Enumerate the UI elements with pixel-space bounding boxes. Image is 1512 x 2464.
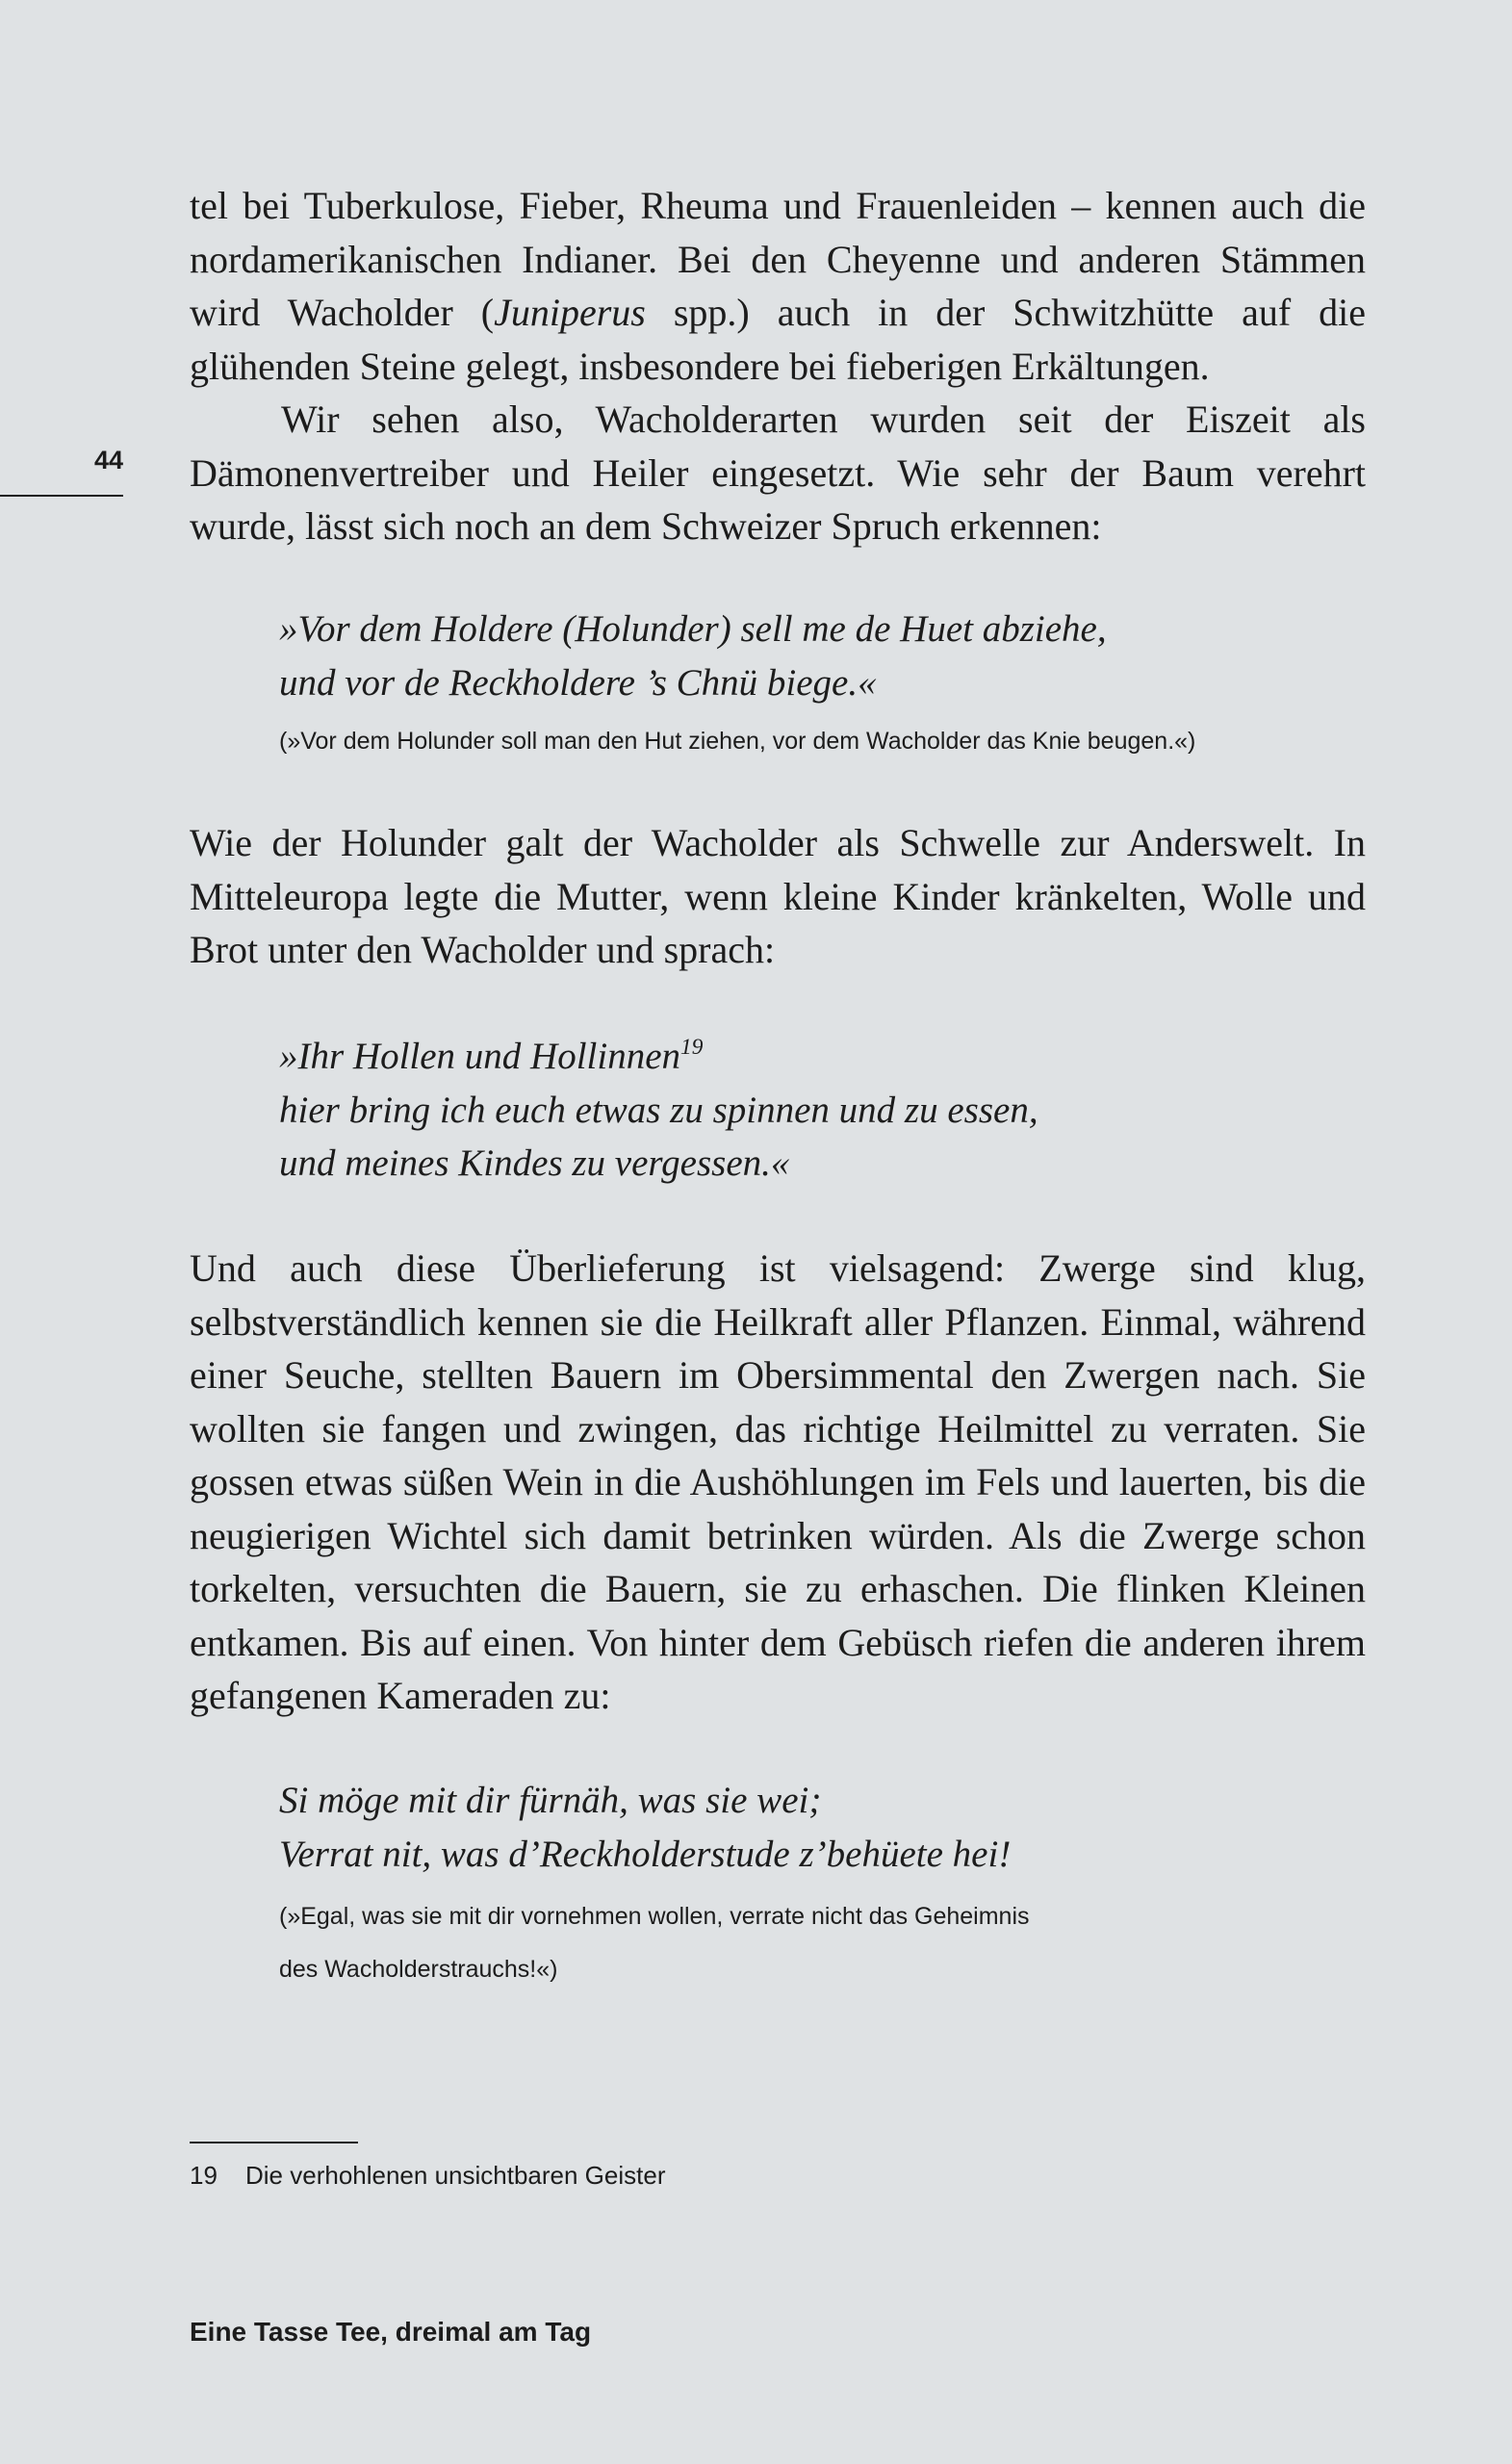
paragraph-2: Wir sehen also, Wacholderarten wurden seit der Eiszeit als Dämonenvertreiber und Heiler eingesetzt. Wie sehr der Baum verehrt wurde, lässt sich noch an dem Schweizer Spruch erkennen: — [190, 398, 1366, 548]
verse-1-translation: (»Vor dem Holunder soll man den Hut ziehen, vor dem Wacholder das Knie beugen.«) — [279, 728, 1196, 755]
verse-1 — [279, 603, 1338, 709]
paragraph-1 — [190, 179, 1366, 393]
verse-1-line-2: und vor de Reckholdere ’s Chnü biege.« — [279, 661, 877, 704]
verse-3-line-2: Verrat nit, was d’Reckholderstude z’behüete hei! — [279, 1833, 1012, 1875]
verse-3-line-1: Si möge mit dir fürnäh, was sie wei; — [279, 1780, 822, 1821]
verse-3-translation — [279, 1890, 1338, 1996]
paragraph-1-text-before: tel bei Tuberkulose, Fieber, Rheuma und Frauenleiden – kennen auch die nordamerikanischen Indianer. Bei den Cheyenne und anderen Stämmen wird Wacholder ( — [190, 184, 1366, 334]
running-footer: Eine Tasse Tee, dreimal am Tag — [190, 2317, 592, 2347]
verse-2-line-1: »Ihr Hollen und Hollinnen$^{19}$ — [279, 1034, 704, 1077]
verse-3-translation-line-2: des Wacholderstrauchs!«) — [279, 1956, 558, 1983]
footnote — [190, 2158, 665, 2193]
footnote-reference: 19 — [680, 1034, 704, 1060]
footnote-text: Die verhohlenen unsichtbaren Geister — [245, 2161, 666, 2190]
paragraph-4: Und auch diese Überlieferung ist vielsagend: Zwerge sind klug, selbstverständlich kennen sie die Heilkraft aller Pflanzen. Einmal, während einer Seuche, stellten Bauern im Obersimmental den Zwergen nach. Sie wollten sie fangen und zwingen, das richtige Heilmittel zu verraten. Sie gossen etwas süßen Wein in die Aushöhlungen im Fels und lauerten, bis die neugierigen Wichtel sich damit betrinken würden. Als die Zwerge schon torkelten, versuchten die Bauern, sie zu erhaschen. Die flinken Kleinen entkamen. Bis auf einen. Von hinter dem Gebüsch riefen die anderen ihrem gefangenen Kameraden zu: — [190, 1246, 1366, 1717]
paragraph-1-text-after: spp.) auch in der Schwitzhütte auf die glühenden Steine gelegt, insbesondere bei fieberigen Erkältungen. — [190, 291, 1367, 388]
verse-2 — [279, 1030, 1338, 1191]
footnote-number: 19 — [190, 2161, 218, 2190]
paragraph-1-italic-term: Juniperus — [494, 291, 646, 334]
verse-3 — [279, 1774, 1338, 1881]
page-number: 44 — [0, 445, 123, 497]
footnote-divider — [190, 2142, 358, 2143]
verse-2-line-3: und meines Kindes zu vergessen.« — [279, 1142, 790, 1184]
verse-1-line-1: »Vor dem Holdere (Holunder) sell me de Huet abziehe, — [279, 608, 1107, 650]
paragraph-3: Wie der Holunder galt der Wacholder als Schwelle zur Anderswelt. In Mitteleuropa legte die Mutter, wenn kleine Kinder kränkelten, Wolle und Brot unter den Wacholder und sprach: — [190, 821, 1366, 971]
verse-2-line-2: hier bring ich euch etwas zu spinnen und zu essen, — [279, 1089, 1038, 1131]
verse-3-translation-line-1: (»Egal, was sie mit dir vornehmen wollen, verrate nicht das Geheimnis — [279, 1903, 1030, 1930]
